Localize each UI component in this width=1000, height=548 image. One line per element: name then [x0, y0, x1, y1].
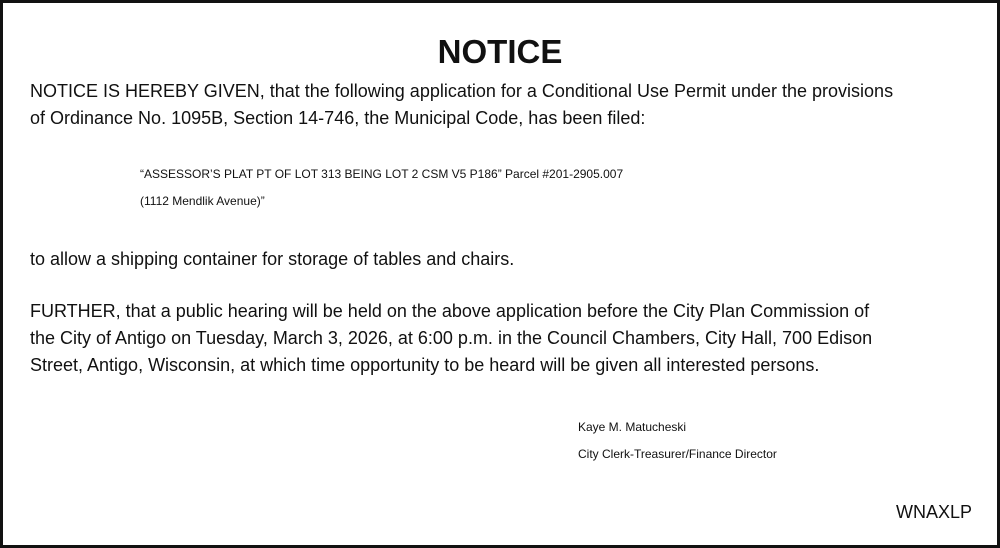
publication-code: WNAXLP	[895, 502, 972, 522]
hearing-line: the City of Antigo on Tuesday, March 3, 2026, at 6:00 p.m. in the Council Chambers, City Hall, 700 Edison	[30, 328, 873, 348]
legal-description	[140, 161, 1000, 215]
signature-block	[578, 414, 1000, 468]
intro-line: of Ordinance No. 1095B, Section 14-746, the Municipal Code, has been filed:	[30, 108, 646, 128]
signer-position: City Clerk-Treasurer/Finance Director	[578, 447, 777, 461]
signer-name: Kaye M. Matucheski	[578, 420, 687, 434]
purpose-line: to allow a shipping container for storage of tables and chairs.	[30, 249, 515, 269]
hearing-line: FURTHER, that a public hearing will be held on the above application before the City Plan Commission of	[30, 301, 870, 321]
intro-line: NOTICE IS HEREBY GIVEN, that the following application for a Conditional Use Permit under the provisions	[30, 81, 894, 101]
notice-title: NOTICE	[437, 33, 563, 70]
intro-paragraph	[30, 78, 980, 132]
purpose-paragraph	[30, 246, 980, 273]
hearing-line: Street, Antigo, Wisconsin, at which time opportunity to be heard will be given all interested persons.	[30, 355, 820, 375]
hearing-paragraph	[30, 298, 980, 379]
legal-line: (1112 Mendlik Avenue)”	[140, 194, 265, 208]
legal-line: “ASSESSOR’S PLAT PT OF LOT 313 BEING LOT 2 CSM V5 P186” Parcel #201-2905.007	[140, 167, 624, 181]
